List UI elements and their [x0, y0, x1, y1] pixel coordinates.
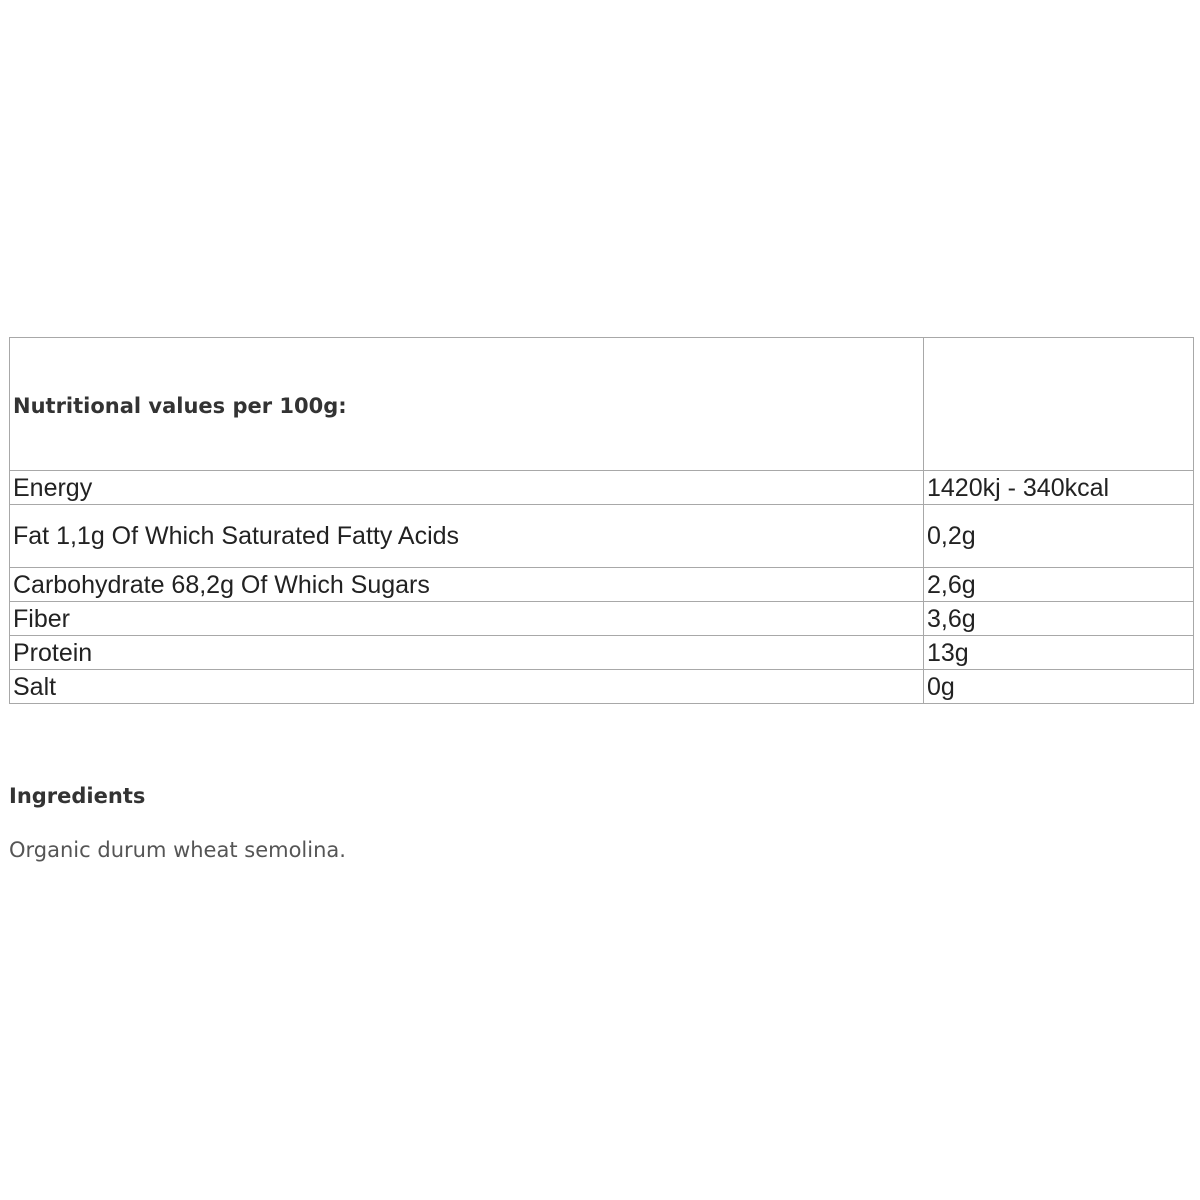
- table-row: [10, 505, 1194, 568]
- table-row: [10, 471, 1194, 505]
- nutrient-label: Protein: [10, 636, 924, 670]
- nutrient-label: Carbohydrate 68,2g Of Which Sugars: [10, 568, 924, 602]
- table-row: [10, 636, 1194, 670]
- nutrient-value: 0g: [924, 670, 1194, 704]
- nutrition-header-value: [924, 338, 1194, 471]
- nutrient-value: 3,6g: [924, 602, 1194, 636]
- nutrient-value: 1420kj - 340kcal: [924, 471, 1194, 505]
- nutrient-label: Fiber: [10, 602, 924, 636]
- nutrition-table: [9, 337, 1194, 704]
- nutrient-label: Energy: [10, 471, 924, 505]
- nutrient-value: 0,2g: [924, 505, 1194, 568]
- ingredients-text: Organic durum wheat semolina.: [9, 838, 346, 862]
- table-row: [10, 602, 1194, 636]
- nutrient-label: Fat 1,1g Of Which Saturated Fatty Acids: [10, 505, 924, 568]
- nutrition-header-label: Nutritional values per 100g:: [10, 338, 924, 471]
- nutrition-header-row: [10, 338, 1194, 471]
- nutrient-value: 13g: [924, 636, 1194, 670]
- nutrient-value: 2,6g: [924, 568, 1194, 602]
- table-row: [10, 670, 1194, 704]
- nutrient-label: Salt: [10, 670, 924, 704]
- table-row: [10, 568, 1194, 602]
- ingredients-heading: Ingredients: [9, 784, 146, 808]
